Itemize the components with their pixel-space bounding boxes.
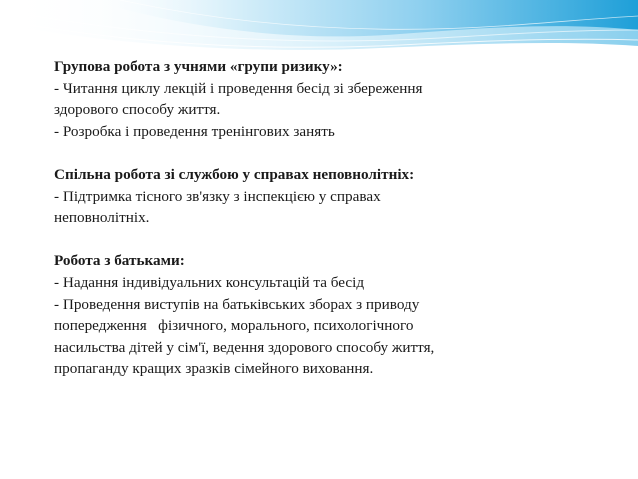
text-line: пропаганду кращих зразків сімейного виховання. (54, 360, 374, 378)
text-line: насильства дітей у сім'ї, ведення здорового способу життя, (54, 338, 435, 356)
text-line: попередження фізичного, морального, психологічного (54, 317, 414, 335)
section-heading: Групова робота з учнями «групи ризику»: (54, 58, 343, 75)
section-juvenile-service (54, 164, 614, 229)
section-heading: Спільна робота зі службою у справах неповнолітніх: (54, 165, 415, 183)
spacer (54, 229, 614, 251)
slide-body (54, 56, 614, 380)
section-heading: Робота з батьками: (54, 252, 185, 270)
section-group-work (54, 56, 614, 142)
text-line: - Читання циклу лекцій і проведення бесід зі збереження (54, 79, 423, 97)
text-line: здорового способу життя. (54, 101, 221, 119)
spacer (54, 142, 614, 164)
text-line: - Проведення виступів на батьківських зборах з приводу (54, 295, 420, 313)
text-line: - Надання індивідуальних консультацій та бесід (54, 273, 365, 291)
text-line: - Підтримка тісного зв'язку з інспекцією у справах (54, 187, 381, 205)
text-line: - Розробка і проведення тренінгових занять (54, 122, 335, 140)
section-parents (54, 250, 614, 380)
text-line: неповнолітніх. (54, 209, 150, 227)
